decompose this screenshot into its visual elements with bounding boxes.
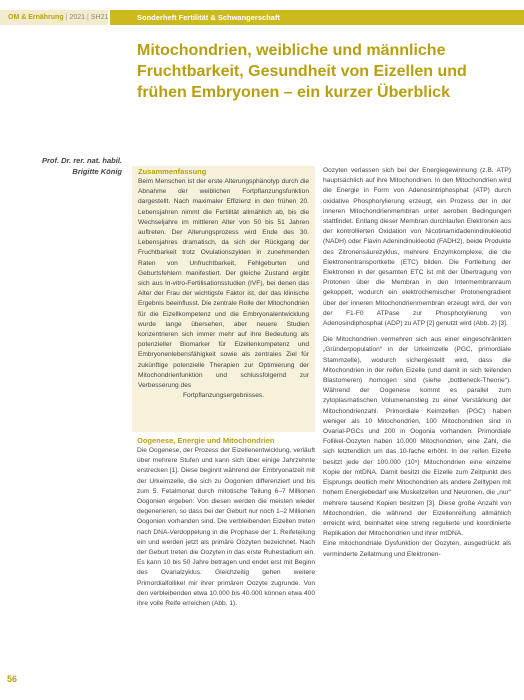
body-column-left — [137, 436, 315, 609]
section-heading: Oogenese, Energie und Mitochondrien — [137, 436, 275, 445]
body-paragraph-2: Die Mitochondrien vermehren sich aus einer eingeschränkten „Gründerpopulation“ in der Urkeimzelle (PGC, primordiale Stammzelle), wodurch sichergestellt wird, dass die Mitochondrien in der reifen Eizelle (und damit in sich teilenden Blastomeren) homogen sind (siehe „bottleneck-Theorie“). Während der Oogenese kommt es parallel zum zytoplasmatischen Volumenanstieg zu einer Verstärkung der Mitochondrienzahl. Primordiale Keimzellen (PGC) haben weniger als 10 Mitochondrien, 100 Mitochondrien sind in Ovarial-PGCs und 200 in Oogonia vorhanden. Primordiale Follikel-Oozyten haben 10.000 Mitochondrien, eine Zahl, die sich letztendlich um das 10-fache erhöht. In der reifen Eizelle besitzt jede der 100.000 (10⁵) Mitochondrien eine einzelne Kopie der mtDNA. Damit besitzt die Eizelle zum Zeitpunkt des Eisprungs deutlich mehr Mitochondrien als andere Zelltypen mit hohem Energiebedarf wie Muskelzellen und Neuronen, die „nur“ mehrere tausend Kopien besitzen [3]. Diese große Anzahl von Mitochondrien, die während der Eizellenreifung allmählich erreicht wird, beinhaltet eine streng regulierte und koordinierte Replikation der Mitochondrien und ihrer mtDNA. — [323, 336, 511, 538]
author-name: Brigitte König — [72, 167, 122, 176]
journal-header: OM & Ernährung | 2021 | SH21 — [0, 10, 108, 25]
section-header: Sonderheft Fertilität & Schwangerschaft — [110, 10, 524, 25]
author-block — [10, 155, 122, 177]
body-paragraph-1: Oozyten verlassen sich bei der Energiegewinnung (z.B. ATP) hauptsächlich auf ihre Mitochondrien. In den Mitochondrien wird die Energie in Form von Adenosintriphosphat (ATP) durch oxidative Phosphorylierung erzeugt, ein Prozess der in der inneren Mitochondrienmembran unter aeroben Bedingungen stattfindet. Entlang dieser Membran durchlaufen Elektronen aus der kontrollierten Oxidation von Nicotinamidadenindinukleotid (NADH) oder Flavin Adenindinukleotid (FADH2), beide Produkte des Zitronensäurezyklus, mehrere Enzymkomplexe, die die Elektronentransportkette (ETC) bilden. Die Fortleitung der Elektronen in der gesamten ETC ist mit der Übertragung von Protonen über die Membran in den Intermembranraum gekoppelt, wodurch ein elektrochemischer Protonengradient über der inneren Mitochondrienmembran erzeugt wird, der von der F1-F0 ATPase zur Phosphorylierung von Adenosindiphosphat (ADP) zu ATP [2] genutzt wird (Abb. 2) [3]. — [323, 167, 511, 328]
author-title: Prof. Dr. rer. nat. habil. — [41, 156, 122, 165]
journal-name: OM & Ernährung — [8, 14, 64, 21]
page-number: 56 — [7, 674, 18, 684]
abstract-heading: Zusammenfassung — [138, 167, 207, 176]
article-title: Mitochondrien, weibliche und männliche Fruchtbarkeit, Gesundheit von Eizellen und frühen Embryonen – ein kurzer Überblick — [137, 42, 467, 101]
journal-year: 2021 — [69, 14, 86, 21]
abstract-box — [132, 166, 315, 432]
body-column-right — [323, 166, 511, 560]
body-paragraph: Die Oogenese, der Prozess der Eizellenentwicklung, verläuft über mehrere Stufen und kann sich über einige Jahrzehnte erstrecken [1]. Diese beginnt während der Embryonalzeit mit der Urkeimzelle, die sich zu Oogonien differenziert und bis zum 5. Fetalmonat durch mitotische Teilung 6–7 Millionen Oogonien ergeben: Von diesen werden die meisten wieder degenerieren, so dass bei der Geburt nur noch 1–2 Millionen Oogonien vorhanden sind. Die verbleibenden Eizellen treten nach DNA-Verdoppelung in die Prophase der 1. Reifeteilung ein und werden jetzt als primäre Oozyten bezeichnet. Nach der Geburt treten die Oozyten in das erste Ruhestadium ein. Es kann 10 bis 50 Jahre betragen und endet erst mit Beginn des Ovarialzyklus. Gleichzeitig gehen weitere Primordialfollikel mir ihrer primären Oozyte zugrunde. Von den verbleibenden etwa 10.000 bis 40.000 können etwa 400 ihre volle Reife erreichen (Abb. 1). — [137, 447, 315, 608]
body-paragraph-3: Eine mitochondriale Dysfunktion der Oozyten, ausgedrückt als verminderte Zellatmung und Elektronen- — [323, 540, 511, 558]
abstract-text-end: Fortpflanzungsergebnisses. — [182, 392, 264, 400]
journal-issue: SH21 — [90, 14, 109, 21]
abstract-text: Beim Menschen ist der erste Alterungsphänotyp durch die Abnahme der weiblichen Fortpflanzungsfunktion dargestellt. Nach maximaler Effizienz in den frühen 20. Lebensjahren nimmt die Fertilität allmählich ab, bis die Wechseljahre im mittleren Alter von 50 bis 51 Jahren auftreten. Der Alterungsprozess wird Ende des 30. Lebensjahres dramatisch, da sich der Rückgang der Fruchtbarkeit trotz Ovulationszyklen in zunehmenden Raten von Unfruchtbarkeit, Fehlgeburten und Geburtsfehlern manifestiert. Der gleiche Zustand ergibt sich aus In-vitro-Fertilisationsstudien (IVF), bei denen das Alter der Frau der wichtigste Faktor ist, der das klinische Ergebnis beeinflusst. Die zentrale Rolle der Mitochondrien für die Eizellkompetenz und die Embryonalentwicklung wurde lange übersehen, aber neuere Studien konzentrieren sich immer mehr auf ihre Bedeutung als potenzieller Biomarker für Eizellenkompetenz und Embryonenlebensfähigkeit sowie als zentrales Ziel für zukünftige potenzielle Therapien zur Optimierung der Mitochondrienfunktion und schlussfolgernd zur Verbesserung des Fortpflanzungsergebnisses. — [138, 177, 309, 401]
